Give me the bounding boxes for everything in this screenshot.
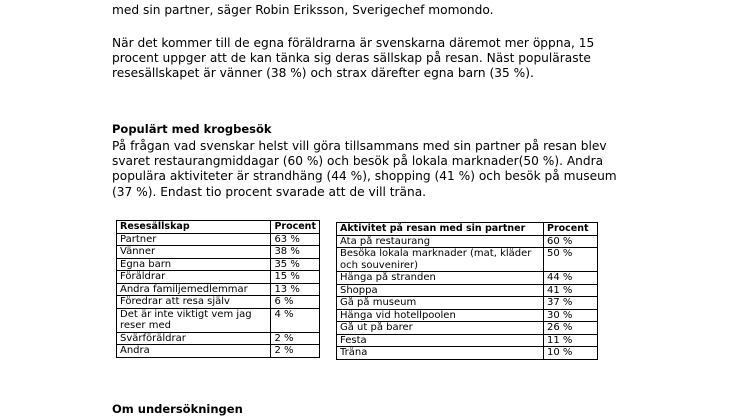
table-row xyxy=(337,235,598,248)
heading-about-survey: Om undersökningen xyxy=(112,402,243,416)
percent-cell: 30 % xyxy=(544,309,598,322)
partner-activity-table xyxy=(336,222,598,360)
companion-cell: Svärföräldrar xyxy=(117,332,271,345)
table-row xyxy=(117,271,320,284)
table-row xyxy=(117,332,320,345)
percent-cell: 13 % xyxy=(271,283,320,296)
column-header-percent: Procent xyxy=(271,221,320,234)
companion-cell: Partner xyxy=(117,233,271,246)
table-row xyxy=(337,284,598,297)
companion-cell: Vänner xyxy=(117,246,271,259)
column-header-percent: Procent xyxy=(544,223,598,236)
percent-cell: 4 % xyxy=(271,308,320,332)
percent-cell: 26 % xyxy=(544,322,598,335)
companion-cell: Föräldrar xyxy=(117,271,271,284)
percent-cell: 44 % xyxy=(544,272,598,285)
percent-cell: 35 % xyxy=(271,258,320,271)
heading-popular-restaurants: Populärt med krogbesök xyxy=(112,122,272,136)
table-row xyxy=(117,345,320,358)
table-row xyxy=(117,258,320,271)
activity-cell: Festa xyxy=(337,334,544,347)
table-row xyxy=(337,322,598,335)
table-row xyxy=(337,272,598,285)
percent-cell: 15 % xyxy=(271,271,320,284)
percent-cell: 11 % xyxy=(544,334,598,347)
activity-cell: Besöka lokala marknader (mat, kläder och souvenirer) xyxy=(337,248,544,272)
activity-cell: Hänga på stranden xyxy=(337,272,544,285)
companion-cell: Egna barn xyxy=(117,258,271,271)
percent-cell: 37 % xyxy=(544,297,598,310)
percent-cell: 63 % xyxy=(271,233,320,246)
table-header-row xyxy=(337,223,598,236)
column-header-activity: Aktivitet på resan med sin partner xyxy=(337,223,544,236)
paragraph-intro-end: med sin partner, säger Robin Eriksson, Sverigechef momondo. xyxy=(112,3,494,17)
table-row xyxy=(117,233,320,246)
companion-cell: Andra xyxy=(117,345,271,358)
table-row xyxy=(337,248,598,272)
activity-cell: Gå ut på barer xyxy=(337,322,544,335)
percent-cell: 10 % xyxy=(544,347,598,360)
percent-cell: 41 % xyxy=(544,284,598,297)
paragraph-parents: När det kommer till de egna föräldrarna är svenskarna däremot mer öppna, 15 procent uppger att de kan tänka sig deras sällskap på resan. Näst populäraste resesällskapet är vänner (38 %) och strax därefter egna barn (35 %). xyxy=(112,36,595,81)
table-row xyxy=(337,347,598,360)
percent-cell: 50 % xyxy=(544,248,598,272)
paragraph-activities: På frågan vad svenskar helst vill göra tillsammans med sin partner på resan blev svaret restaurangmiddagar (60 %) och besök på lokala marknader(50 %). Andra populära aktiviteter är strandhäng (44 %), shopping (41 %) och besök på museum (37 %). Endast tio procent svarade att de vill träna. xyxy=(112,139,617,199)
percent-cell: 38 % xyxy=(271,246,320,259)
activity-cell: Shoppa xyxy=(337,284,544,297)
percent-cell: 60 % xyxy=(544,235,598,248)
percent-cell: 6 % xyxy=(271,296,320,309)
table-row xyxy=(337,334,598,347)
table-row xyxy=(117,296,320,309)
table-row xyxy=(337,297,598,310)
percent-cell: 2 % xyxy=(271,345,320,358)
activity-cell: Äta på restaurang xyxy=(337,235,544,248)
activity-cell: Gå på museum xyxy=(337,297,544,310)
column-header-companion: Resesällskap xyxy=(117,221,271,234)
table-row xyxy=(117,308,320,332)
table-row xyxy=(117,246,320,259)
activity-cell: Träna xyxy=(337,347,544,360)
percent-cell: 2 % xyxy=(271,332,320,345)
table-row xyxy=(337,309,598,322)
companion-cell: Det är inte viktigt vem jag reser med xyxy=(117,308,271,332)
travel-companion-table xyxy=(116,220,320,358)
table-header-row xyxy=(117,221,320,234)
table-row xyxy=(117,283,320,296)
companion-cell: Föredrar att resa själv xyxy=(117,296,271,309)
companion-cell: Andra familjemedlemmar xyxy=(117,283,271,296)
activity-cell: Hänga vid hotellpoolen xyxy=(337,309,544,322)
